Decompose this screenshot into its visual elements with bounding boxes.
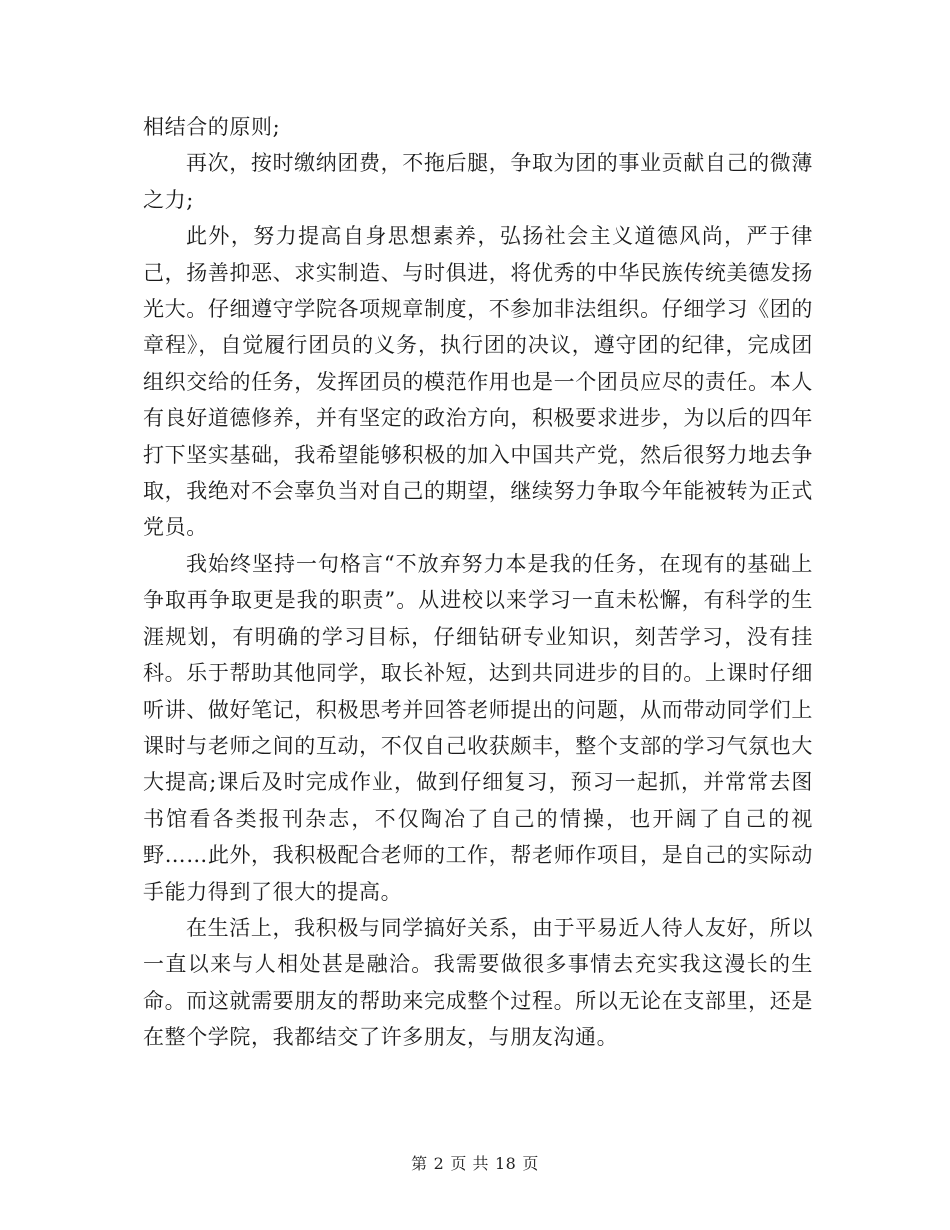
document-body [143, 109, 813, 1056]
current-page-number: 2 [433, 1154, 445, 1173]
page-label-suffix: 页 [522, 1154, 539, 1173]
page-footer [0, 1151, 950, 1174]
page-label-prefix: 第 [411, 1154, 428, 1173]
total-pages-number: 18 [494, 1154, 517, 1173]
paragraph: 此外，努力提高自身思想素养，弘扬社会主义道德风尚，严于律己，扬善抑恶、求实制造、与时俱进，将优秀的中华民族传统美德发扬光大。仔细遵守学院各项规章制度，不参加非法组织。仔细学习《团的章程》，自觉履行团员的义务，执行团的决议，遵守团的纪律，完成团组织交给的任务，发挥团员的模范作用也是一个团员应尽的责任。本人有良好道德修养，并有坚定的政治方向，积极要求进步，为以后的四年打下坚实基础，我希望能够积极的加入中国共产党，然后很努力地去争取，我绝对不会辜负当对自己的期望，继续努力争取今年能被转为正式党员。 [143, 224, 813, 540]
paragraph: 我始终坚持一句格言“不放弃努力本是我的任务，在现有的基础上争取再争取更是我的职责”。从进校以来学习一直未松懈，有科学的生涯规划，有明确的学习目标，仔细钻研专业知识，刻苦学习，没有挂科。乐于帮助其他同学，取长补短，达到共同进步的目的。上课时仔细听讲、做好笔记，积极思考并回答老师提出的问题，从而带动同学们上课时与老师之间的互动，不仅自己收获颇丰，整个支部的学习气氛也大大提高;课后及时完成作业，做到仔细复习，预习一起抓，并常常去图书馆看各类报刊杂志，不仅陶冶了自己的情操，也开阔了自己的视野……此外，我积极配合老师的工作，帮老师作项目，是自己的实际动手能力得到了很大的提高。 [143, 551, 813, 904]
paragraph: 在生活上，我积极与同学搞好关系，由于平易近人待人友好，所以一直以来与人相处甚是融洽。我需要做很多事情去充实我这漫长的生命。而这就需要朋友的帮助来完成整个过程。所以无论在支部里，还是在整个学院，我都结交了许多朋友，与朋友沟通。 [143, 915, 813, 1050]
page-label-mid: 页 共 [450, 1154, 489, 1173]
paragraph: 再次，按时缴纳团费，不拖后腿，争取为团的事业贡献自己的微薄之力; [143, 151, 813, 212]
paragraph: 相结合的原则; [143, 115, 281, 139]
